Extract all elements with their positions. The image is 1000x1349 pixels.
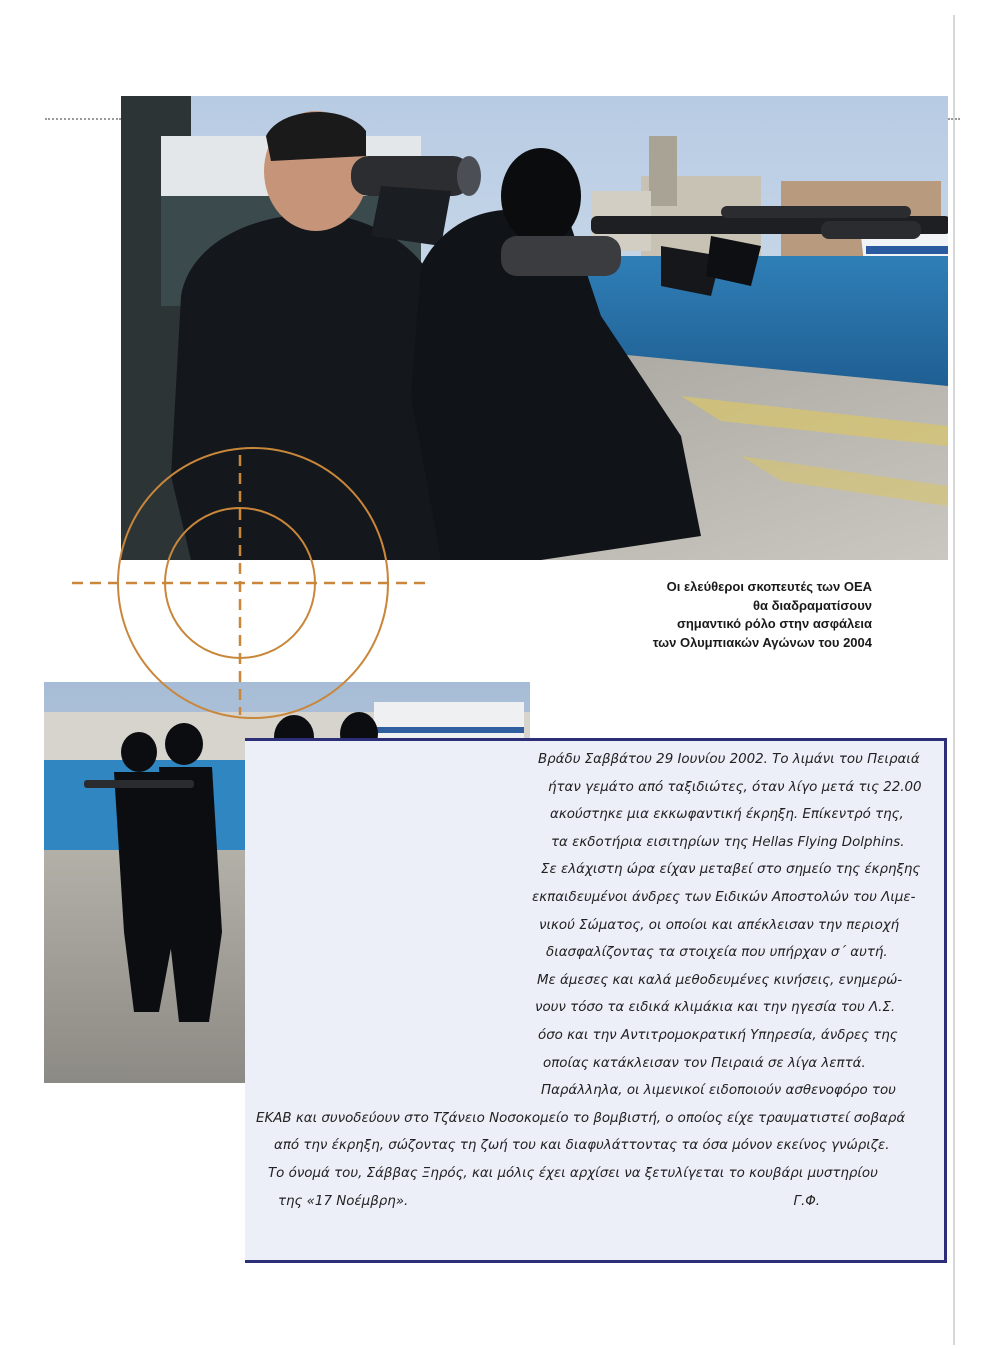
article-line: Σε ελάχιστη ώρα είχαν μεταβεί στο σημείο της έκρηξης: [541, 862, 921, 878]
article-line: της «17 Νοέμβρη».: [278, 1193, 409, 1209]
article-line: όσο και την Αντιτρομοκρατική Υπηρεσία, άνδρες της: [538, 1027, 898, 1043]
article-line: ΕΚΑΒ και συνοδεύουν στο Τζάνειο Νοσοκομείο το βομβιστή, ο οποίος είχε τραυματιστεί σοβαρά: [256, 1110, 906, 1126]
caption-line: θα διαδραματίσουν: [752, 597, 872, 613]
photo-caption: [560, 578, 872, 652]
article-line: ήταν γεμάτο από ταξιδιώτες, όταν λίγο μετά τις 22.00: [548, 779, 922, 795]
article-line: τα εκδοτήρια εισιτηρίων της Hellas Flying Dolphins.: [551, 834, 905, 850]
article-line-last: [250, 1188, 940, 1216]
caption-line: Οι ελεύθεροι σκοπευτές των ΟΕΑ: [666, 579, 872, 594]
dotted-rule-right: [948, 118, 960, 120]
article-line: οποίας κατάκλεισαν τον Πειραιά σε λίγα λεπτά.: [543, 1055, 866, 1071]
article-text: [250, 746, 940, 1215]
article-line: από την έκρηξη, σώζοντας τη ζωή του και διαφυλάττοντας τα όσα μόνον εκείνος γνώριζε.: [274, 1138, 890, 1154]
article-line: διασφαλίζοντας τα στοιχεία που υπήρχαν σ΄ αυτή.: [546, 945, 888, 961]
sniper-team-photo: [121, 96, 948, 560]
caption-line: σημαντικό ρόλο στην ασφάλεια: [676, 616, 872, 631]
article-line: Το όνομά του, Σάββας Ξηρός, και μόλις έχει αρχίσει να ξετυλίγεται το κουβάρι μυστηρίου: [268, 1165, 878, 1181]
caption-line: των Ολυμπιακών Αγώνων του 2004: [652, 634, 872, 650]
article-line: νικού Σώματος, οι οποίοι και απέκλεισαν την περιοχή: [539, 917, 900, 933]
article-line: νουν τόσο τα ειδικά κλιμάκια και την ηγεσία του Λ.Σ.: [535, 1000, 896, 1016]
article-line: ακούστηκε μια εκκωφαντική έκρηξη. Επίκεντρό της,: [550, 807, 904, 823]
author-signature: Γ.Φ.: [793, 1193, 820, 1209]
dotted-rule-left: [45, 118, 121, 120]
article-line: Βράδυ Σαββάτου 29 Ιουνίου 2002. Το λιμάνι του Πειραιά: [538, 752, 920, 767]
page-edge: [953, 15, 955, 1345]
article-line: Με άμεσες και καλά μεθοδευμένες κινήσεις, ενημερώ-: [537, 972, 903, 988]
article-line: εκπαιδευμένοι άνδρες των Ειδικών Αποστολών του Λιμε-: [532, 889, 916, 905]
article-line: Παράλληλα, οι λιμενικοί ειδοποιούν ασθενοφόρο του: [541, 1083, 896, 1099]
